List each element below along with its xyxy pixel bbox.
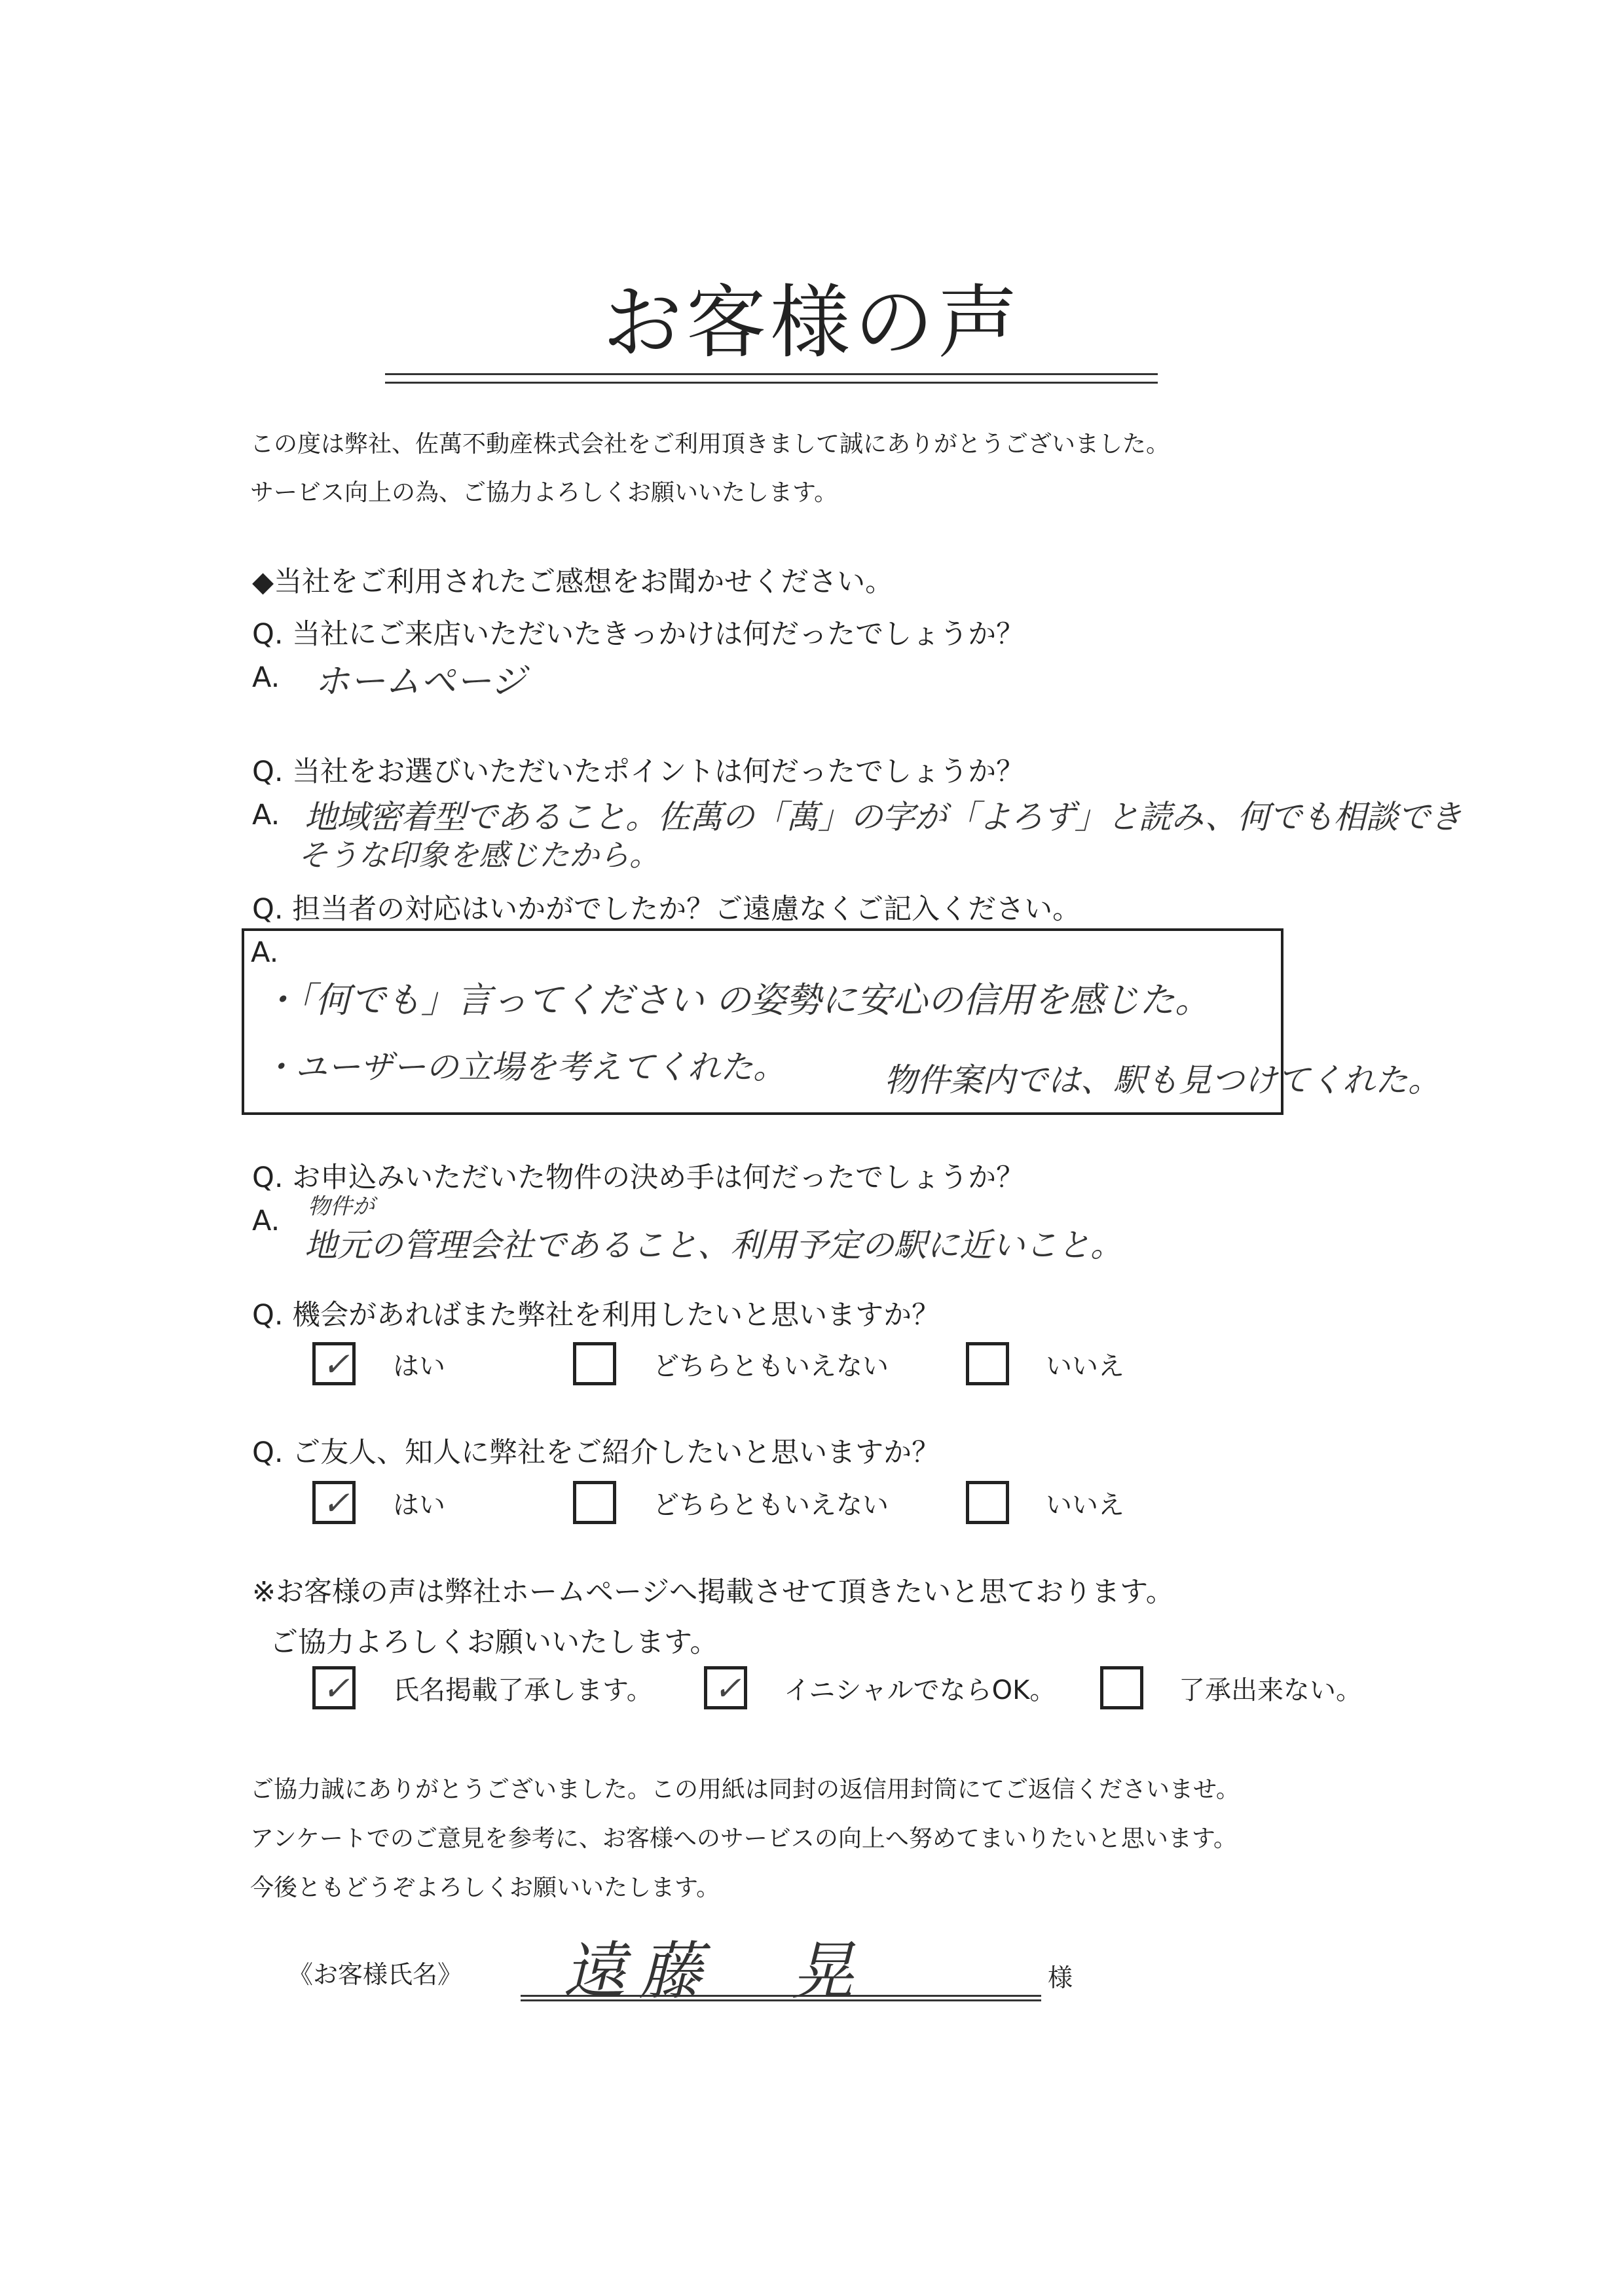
publish-initials-checkbox[interactable] [704, 1666, 747, 1709]
question-2: Q. 当社をお選びいただいたポイントは何だったでしょうか？ [252, 756, 1025, 788]
q6-option-neutral-label: どちらともいえない [653, 1490, 889, 1520]
q6-option-no-label: いいえ [1046, 1490, 1124, 1520]
section-heading: ◆当社をご利用されたご感想をお聞かせください。 [252, 566, 894, 598]
intro-line-2: サービス向上の為、ご協力よろしくお願いいたします。 [250, 479, 838, 506]
closing-line-2: アンケートでのご意見を参考に、お客様へのサービスの向上へ努めてまいりたいと思います。 [250, 1825, 1237, 1852]
answer-3-handwritten-line-2: ・ユーザーの立場を考えてくれた。 [262, 1048, 786, 1086]
question-4: Q. お申込みいただいた物件の決め手は何だったでしょうか？ [252, 1161, 1025, 1194]
answer-1-prefix: A. [252, 661, 280, 694]
answer-4-handwritten-note: 物件が [308, 1194, 375, 1220]
answer-3-prefix: A. [251, 936, 279, 969]
q6-option-yes-label: はい [393, 1490, 445, 1520]
publish-full-name-checkbox[interactable] [312, 1666, 356, 1709]
answer-1-handwritten: ホームページ [314, 661, 526, 702]
question-1: Q. 当社にご来店いただいたきっかけは何だったでしょうか？ [252, 618, 1025, 651]
check-icon: ✓ [322, 1669, 350, 1707]
publish-request-line-2: ご協力よろしくお願いいたします。 [270, 1626, 718, 1659]
question-3: Q. 担当者の対応はいかがでしたか？ご遠慮なくご記入ください。 [252, 893, 1081, 926]
customer-name-handwritten: 遠藤 晃 [563, 1935, 867, 2008]
q6-option-no-checkbox[interactable] [966, 1481, 1009, 1524]
publish-decline-label: 了承出来ない。 [1179, 1675, 1362, 1705]
customer-name-label: 《お客様氏名》 [288, 1960, 463, 1989]
closing-line-3: 今後ともどうぞよろしくお願いいたします。 [250, 1874, 720, 1901]
answer-4-handwritten: 地元の管理会社であること、利用予定の駅に近いこと。 [304, 1226, 1123, 1264]
answer-3-handwritten-line-1: ・「何でも」言ってください の姿勢に安心の信用を感じた。 [262, 979, 1211, 1021]
check-icon: ✓ [322, 1345, 350, 1383]
honorific-suffix: 様 [1048, 1963, 1073, 1992]
answer-3-handwritten-line-3: 物件案内では、駅も見つけてくれた。 [884, 1061, 1441, 1099]
q5-option-no-label: いいえ [1046, 1351, 1124, 1381]
closing-line-1: ご協力誠にありがとうございました。この用紙は同封の返信用封筒にてご返信くださいませ。 [250, 1776, 1240, 1803]
intro-line-1: この度は弊社、佐萬不動産株式会社をご利用頂きまして誠にありがとうございました。 [250, 431, 1170, 458]
page-title: お客様の声 [602, 276, 1022, 369]
check-icon: ✓ [714, 1669, 741, 1707]
signature-line [521, 1995, 1041, 2001]
answer-2-handwritten-line-2: そうな印象を感じたから。 [298, 837, 659, 873]
q5-option-yes-label: はい [393, 1351, 445, 1381]
publish-initials-label: イニシャルでならOK。 [784, 1675, 1056, 1705]
q5-option-yes-checkbox[interactable] [312, 1342, 356, 1385]
title-double-rule [385, 373, 1158, 384]
q5-option-no-checkbox[interactable] [966, 1342, 1009, 1385]
publish-decline-checkbox[interactable] [1100, 1666, 1143, 1709]
answer-2-handwritten-line-1: 地域密着型であること。佐萬の「萬」の字が「よろず」と読み、何でも相談でき [304, 798, 1462, 836]
q6-option-neutral-checkbox[interactable] [573, 1481, 616, 1524]
publish-request-line-1: ※お客様の声は弊社ホームページへ掲載させて頂きたいと思ております。 [252, 1576, 1174, 1609]
answer-2-prefix: A. [252, 799, 280, 831]
q5-option-neutral-checkbox[interactable] [573, 1342, 616, 1385]
answer-4-prefix: A. [252, 1205, 280, 1237]
question-6: Q. ご友人、知人に弊社をご紹介したいと思いますか？ [252, 1436, 940, 1469]
question-5: Q. 機会があればまた弊社を利用したいと思いますか？ [252, 1299, 940, 1332]
publish-full-name-label: 氏名掲載了承します。 [393, 1675, 653, 1705]
q6-option-yes-checkbox[interactable] [312, 1481, 356, 1524]
check-icon: ✓ [322, 1484, 350, 1522]
q5-option-neutral-label: どちらともいえない [653, 1351, 889, 1381]
